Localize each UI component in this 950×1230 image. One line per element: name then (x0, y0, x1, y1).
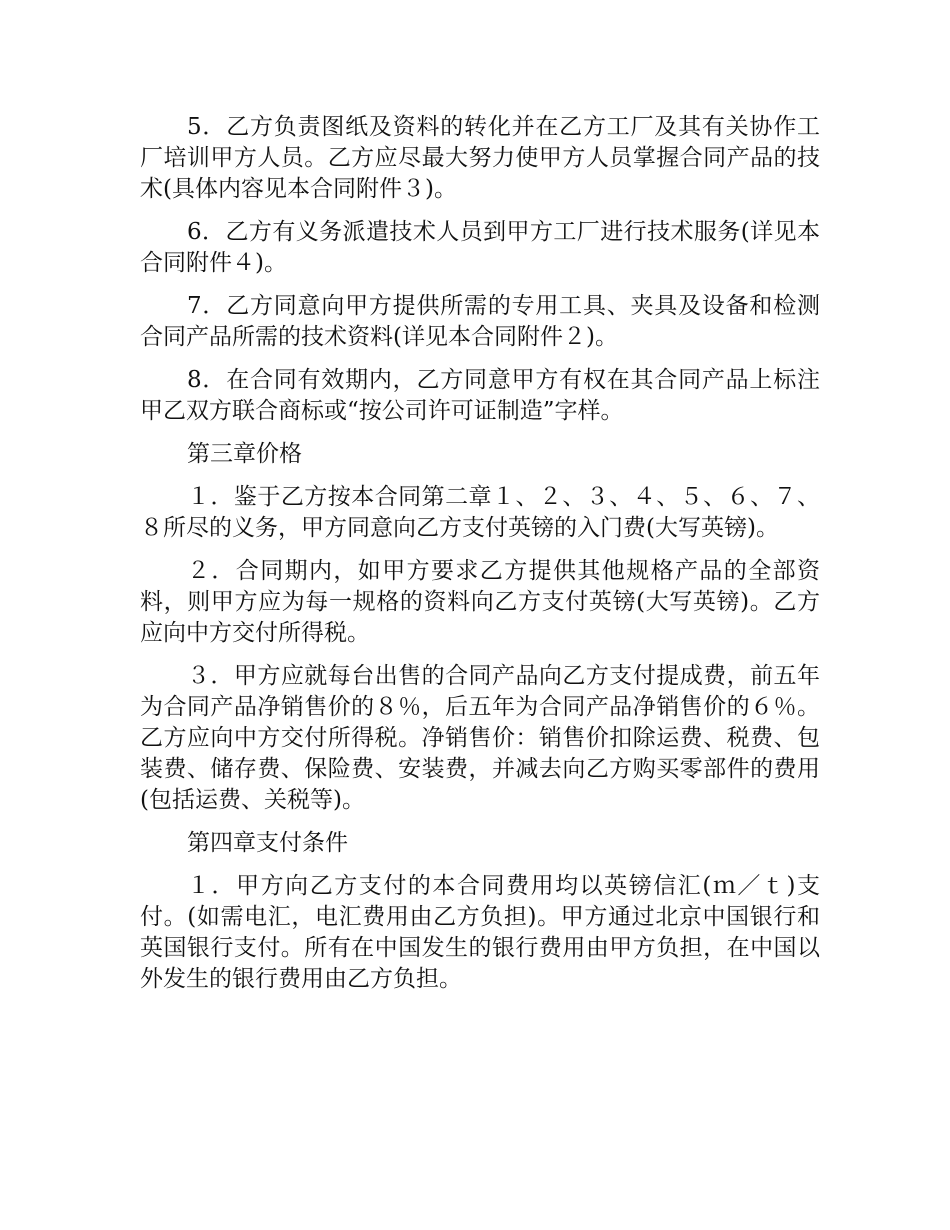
clause-4-1: １．甲方向乙方支付的本合同费用均以英镑信汇(ｍ／ｔ)支付。(如需电汇，电汇费用由乙方负担)。甲方通过北京中国银行和英国银行支付。所有在中国发生的银行费用由甲方负担，在中国以外发生的银行费用由乙方负担。 (140, 873, 820, 992)
clause-3-2: ２．合同期内，如甲方要求乙方提供其他规格产品的全部资料，则甲方应为每一规格的资料向乙方支付英镑(大写英镑)。乙方应向中方交付所得税。 (140, 558, 820, 646)
chapter-3-heading: 第三章价格 (187, 441, 302, 467)
clause-2-7: 7．乙方同意向甲方提供所需的专用工具、夹具及设备和检测合同产品所需的技术资料(详见本合同附件２)。 (140, 293, 820, 350)
clause-3-1: １．鉴于乙方按本合同第二章１、２、３、４、５、６、７、８所尽的义务，甲方同意向乙方支付英镑的入门费(大写英镑)。 (140, 484, 820, 541)
document-page (140, 112, 820, 1007)
clause-3-3: ３．甲方应就每台出售的合同产品向乙方支付提成费，前五年为合同产品净销售价的８％，后五年为合同产品净销售价的６％。乙方应向中方交付所得税。净销售价：销售价扣除运费、税费、包装费、储存费、保险费、安装费，并减去向乙方购买零部件的费用(包括运费、关税等)。 (140, 663, 820, 813)
clause-2-5: 5．乙方负责图纸及资料的转化并在乙方工厂及其有关协作工厂培训甲方人员。乙方应尽最大努力使甲方人员掌握合同产品的技术(具体内容见本合同附件３)。 (140, 114, 820, 202)
chapter-4-heading: 第四章支付条件 (187, 830, 348, 856)
clause-2-6: 6．乙方有义务派遣技术人员到甲方工厂进行技术服务(详见本合同附件４)。 (140, 219, 820, 276)
clause-2-8: 8．在合同有效期内，乙方同意甲方有权在其合同产品上标注甲乙双方联合商标或“按公司许可证制造”字样。 (140, 367, 820, 424)
